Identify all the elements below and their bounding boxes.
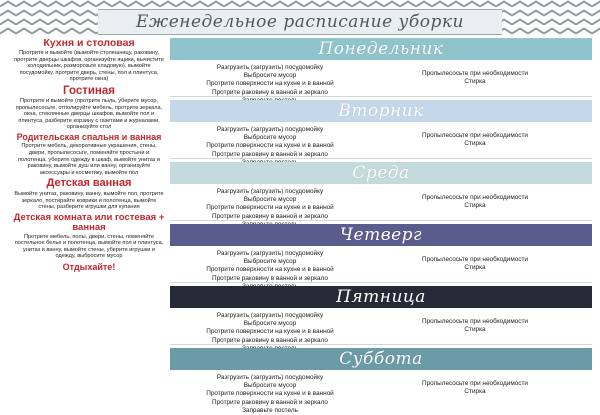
day-name: Вторник — [338, 101, 424, 121]
task: Выбросите мусор — [243, 320, 297, 328]
task: Протрите раковину в ванной и зеркало — [212, 274, 328, 282]
room-text: Протрите и вымойте (вымойте столешницу, раковину, протрите дверцы шкафов, организуйте ящики, вычистите холодильник, разморозьте кладовую), вымойте посудомойку, протрите дверь, стены, пол и плинтуса, протрите окна) — [14, 50, 164, 83]
extra-tasks — [380, 380, 570, 396]
task: Протрите поверхности на кухне и в ванной — [206, 328, 334, 336]
daily-tasks — [170, 188, 370, 229]
room-kids-bath — [10, 178, 168, 210]
day-banner — [170, 348, 592, 370]
extra-tasks — [380, 194, 570, 210]
room-heading: Детская ванная — [46, 177, 132, 190]
task: Выбросите мусор — [243, 382, 297, 390]
daily-tasks — [170, 64, 370, 105]
task: Протрите поверхности на кухне и в ванной — [206, 266, 334, 274]
room-living — [10, 85, 168, 131]
day-name: Среда — [352, 163, 410, 183]
task: Выбросите мусор — [243, 134, 297, 142]
page-title: Еженедельное расписание уборки — [135, 12, 465, 32]
day-tasks — [170, 60, 592, 97]
task: Протрите раковину в ванной и зеркало — [212, 150, 328, 158]
extra-tasks — [380, 318, 570, 334]
task: Протрите раковину в ванной и зеркало — [212, 336, 328, 344]
task: Стирка — [464, 78, 486, 86]
task: Протрите поверхности на кухне и в ванной — [206, 142, 334, 150]
daily-tasks — [170, 250, 370, 291]
task: Пропылесосьте при необходимости — [422, 132, 528, 139]
task: Разгрузить (загрузить) посудомойку — [216, 188, 324, 195]
room-heading: Гостиная — [63, 84, 115, 97]
room-parents — [10, 133, 168, 176]
day-banner — [170, 224, 592, 246]
task: Разгрузить (загрузить) посудомойку — [216, 64, 324, 71]
header-banner — [0, 0, 600, 36]
rooms-column — [10, 38, 168, 415]
task: Протрите поверхности на кухне и в ванной — [206, 390, 334, 398]
closing-text: Отдыхайте! — [62, 262, 116, 273]
title-box — [98, 9, 502, 35]
days-column — [170, 38, 592, 415]
task: Пропылесосьте при необходимости — [422, 380, 528, 387]
day-tasks — [170, 122, 592, 159]
day-tasks — [170, 246, 592, 283]
task: Стирка — [464, 264, 486, 272]
task: Стирка — [464, 140, 486, 148]
task: Пропылесосьте при необходимости — [422, 194, 528, 201]
day-banner — [170, 100, 592, 122]
room-heading: Кухня и столовая — [43, 38, 135, 49]
day-tasks — [170, 308, 592, 345]
room-heading: Детская комната или гостевая + ванная — [13, 211, 165, 233]
task: Выбросите мусор — [243, 72, 297, 80]
task: Протрите раковину в ванной и зеркало — [212, 88, 328, 96]
room-text: Вымойте унитаз, раковину, ванну, вымойте пол, протрите зеркало, постирайте коврики и полотенца, вымойте стены, разберите игрушки для купания — [14, 190, 164, 211]
extra-tasks — [380, 256, 570, 272]
daily-tasks — [170, 126, 370, 167]
task: Протрите поверхности на кухне и в ванной — [206, 80, 334, 88]
task: Стирка — [464, 202, 486, 210]
task: Выбросите мусор — [243, 196, 297, 204]
task: Пропылесосьте при необходимости — [422, 256, 528, 263]
day-name: Четверг — [339, 225, 423, 245]
task: Выбросите мусор — [243, 258, 297, 266]
room-text: Протрите и вымойте (протрите пыль, уберите мусор, пропылесосьте, отполируйте мебель, протрите зеркала, окна, стеклянные дверцы шкафов, вымойте пол и плинтуса, разберите корзину с газетами и журналами, организуйте стол — [15, 98, 163, 131]
day-banner — [170, 162, 592, 184]
task: Разгрузить (загрузить) посудомойку — [216, 250, 324, 257]
day-banner — [170, 38, 592, 60]
room-kids-guest — [10, 213, 168, 260]
task: Пропылесосьте при необходимости — [422, 70, 528, 77]
room-kitchen — [10, 38, 168, 83]
day-name: Пятница — [336, 287, 426, 307]
day-tasks — [170, 370, 592, 415]
day-banner — [170, 286, 592, 308]
daily-tasks — [170, 374, 370, 415]
extra-tasks — [380, 70, 570, 86]
day-tasks — [170, 184, 592, 221]
task: Пропылесосьте при необходимости — [422, 318, 528, 325]
task: Заправьте постель — [242, 406, 298, 414]
day-name: Суббота — [339, 349, 423, 369]
task: Стирка — [464, 326, 486, 334]
task: Разгрузить (загрузить) посудомойку — [216, 126, 324, 133]
task: Протрите раковину в ванной и зеркало — [212, 212, 328, 220]
room-text: Протрите мебель, декоративные украшения, стены, двери, пропылесосьте, поменяйте простыни и полотенца, уберите одежду в шкаф, вымойте унитаз и раковину, вымойте душ или ванну, организуйте аксессуары и косметику, вымойте пол — [17, 143, 161, 176]
day-name: Понедельник — [318, 39, 444, 59]
room-heading: Родительская спальня и ванная — [16, 132, 162, 143]
room-text: Протрите мебель, полы, двери, стены, поменяйте постельное белье и полотенца, вымойте пол и плинтуса, унитаз и ванну, вымойте стены, уберите игрушки и одежду, выбросите мусор — [14, 233, 164, 260]
extra-tasks — [380, 132, 570, 148]
task: Разгрузить (загрузить) посудомойку — [216, 374, 324, 381]
task: Протрите поверхности на кухне и в ванной — [206, 204, 334, 212]
task: Протрите раковину в ванной и зеркало — [212, 398, 328, 406]
task: Стирка — [464, 388, 486, 396]
daily-tasks — [170, 312, 370, 353]
task: Разгрузить (загрузить) посудомойку — [216, 312, 324, 319]
